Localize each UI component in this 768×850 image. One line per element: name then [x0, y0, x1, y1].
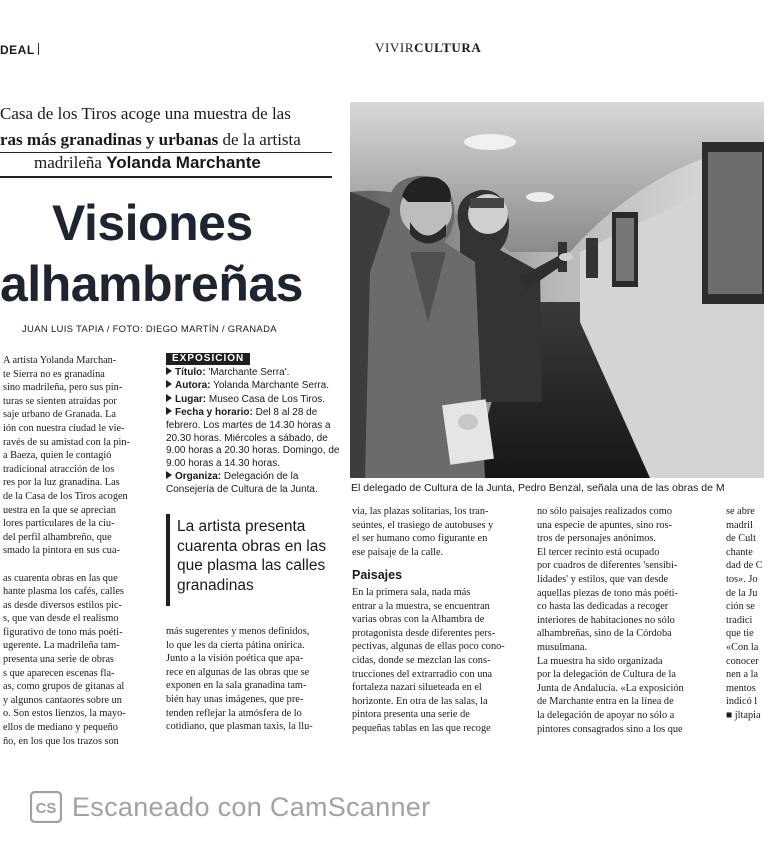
text-line: una especie de apuntes, sino ros-	[537, 519, 672, 531]
text-line: bién hay unas imágenes, que pre-	[166, 693, 304, 705]
text-line: por cuadros de diferentes 'sensibi-	[537, 560, 678, 572]
text-line: chante	[726, 546, 753, 558]
text-line: Junta de Andalucía. «La exposición	[537, 682, 684, 694]
text-line: el ser humano como figurante en	[352, 533, 488, 545]
text-line: fortaleza nazarí silueteada en el	[352, 682, 482, 694]
text-line: ravés de su amistad con la pin-	[3, 436, 130, 448]
pull-quote: La artista presenta cuarenta obras en las que plasma las calles granadinas	[177, 518, 327, 594]
info-key: Título:	[175, 366, 206, 378]
text-line: de la Ju	[726, 587, 758, 599]
text-line: aquellas piezas de tono más poéti-	[537, 587, 678, 599]
text-line: tros de personajes anónimos.	[537, 533, 656, 545]
text-line: pintores consagrados sino a los que	[537, 723, 683, 735]
triangle-bullet-icon	[166, 394, 172, 402]
text-line: via, las plazas solitarias, los tran-	[352, 506, 489, 517]
text-line: de la Casa de los Tiros acogen	[3, 490, 128, 502]
info-key: Fecha y horario:	[175, 407, 253, 419]
text-line: tradicional atracción de los	[3, 463, 115, 475]
text-line: conocer	[726, 655, 759, 667]
text-line: res por la luz granadina. Las	[3, 477, 120, 489]
text-line: interiores de habitaciones no sólo	[537, 614, 675, 626]
text-line: tos». Jo	[726, 573, 758, 585]
watermark-text: Escaneado con CamScanner	[72, 791, 431, 822]
info-row	[166, 407, 341, 470]
text-line: hante plasma los cafés, calles	[3, 586, 124, 598]
text-line: de Cult	[726, 533, 757, 545]
text-line: rece en algunas de las obras que se	[166, 666, 310, 678]
text-line: no sólo paisajes realizados como	[537, 506, 672, 517]
triangle-bullet-icon	[166, 367, 172, 375]
text-line: La muestra ha sido organizada	[537, 655, 663, 667]
text-line: te Sierra no es granadina	[3, 368, 105, 380]
text-line: Junto a la visión poética que apa-	[166, 653, 304, 665]
info-key: Autora:	[175, 380, 211, 392]
text-line: la delegación de apoyar no sólo a	[537, 709, 675, 721]
text-line: uestra en la que se aprecian	[3, 504, 116, 516]
info-row	[166, 471, 341, 496]
info-value: Museo Casa de Los Tiros.	[206, 393, 326, 405]
text-line: s, que van desde el realismo	[3, 613, 119, 625]
text-line: varias obras con la Alhambra de	[352, 614, 485, 626]
text-line: se abre	[726, 506, 755, 517]
text-line: trucciones del extrarradio con una	[352, 668, 493, 680]
text-line: ión con nuestra ciudad le vie-	[3, 422, 125, 434]
text-line: sino madrileña, pero sus pin-	[3, 382, 123, 394]
info-row	[166, 380, 341, 393]
text-line: o. Son estos lienzos, la mayo-	[3, 708, 126, 720]
text-line: co hasta las dedicadas a recoger	[537, 601, 669, 613]
article-column-3-bottom	[352, 586, 522, 736]
info-box-label: EXPOSICIÓN	[166, 353, 250, 365]
text-line: pintora presenta una serie de	[352, 709, 470, 721]
text-line: ■ jltapia	[726, 709, 761, 721]
text-line: s que aparecen escenas fla-	[3, 667, 115, 679]
info-row	[166, 394, 341, 407]
camscanner-watermark	[30, 787, 430, 827]
text-line: exponen en la sala granadina tam-	[166, 680, 307, 692]
text-line: as, como grupos de gitanas al	[3, 681, 125, 693]
section-label-left: DEAL	[0, 43, 39, 57]
subhead-paisajes: Paisajes	[352, 568, 403, 582]
article-column-3-top	[352, 505, 522, 559]
text-line: smado la pintora en sus cua-	[3, 545, 120, 557]
article-photo	[350, 102, 764, 478]
text-line: más sugerentes y menos definidos,	[166, 626, 310, 637]
text-line: presenta una serie de obras	[3, 654, 114, 666]
text-line: En la primera sala, nada más	[352, 587, 471, 598]
triangle-bullet-icon	[166, 407, 172, 415]
info-key: Organiza:	[175, 471, 222, 483]
text-line: a Baeza, quien le contagió	[3, 450, 112, 462]
text-line: protagonista desde diferentes pers-	[352, 627, 496, 639]
text-line: ellos de mediano y pequeño	[3, 722, 118, 734]
camscanner-logo-icon	[30, 791, 62, 823]
text-line: alhambreñas, sino de la Córdoba	[537, 628, 672, 640]
text-line: as cuarenta obras en las que	[3, 572, 118, 584]
info-value: Yolanda Marchante Serra.	[210, 380, 329, 392]
text-line: madril	[726, 519, 753, 531]
photo-caption: El delegado de Cultura de la Junta, Pedro Benzal, señala una de las obras de M	[351, 482, 725, 494]
article-column-5	[726, 505, 766, 723]
text-line: «Con la	[726, 641, 759, 653]
article-column-4	[537, 505, 707, 736]
text-line: que tie	[726, 628, 754, 640]
text-line: lidades' y estilos, que van desde	[537, 573, 669, 585]
headline-line-1: Visiones	[52, 195, 253, 251]
text-line: nen a la	[726, 669, 759, 681]
svg-text:CS: CS	[35, 800, 57, 817]
info-value: Del 8 al 28 de febrero. Los martes de 14.30 horas a 20.30 horas. Miércoles a sábado, de 9.00 horas a 20.30 horas. Domingo, de 9.00 horas a 14.30 horas.	[166, 407, 340, 469]
byline: JUAN LUIS TAPIA / FOTO: DIEGO MARTÍN / GRANADA	[22, 324, 277, 335]
section-label-center: VIVIRCULTURA	[375, 40, 482, 55]
headline-line-2: alhambreñas	[0, 256, 303, 312]
text-line: figurativo de tono más poéti-	[3, 626, 123, 638]
text-line: por la delegación de Cultura de la	[537, 669, 676, 681]
text-line: mentos	[726, 682, 756, 694]
text-line: lo que les da cierta pátina onírica.	[166, 639, 305, 651]
text-line: turas se sienten atraídas por	[3, 395, 117, 407]
text-line: de Marchante entra en la línea de	[537, 696, 674, 708]
text-line: as desde diversos estilos pic-	[3, 599, 122, 611]
article-column-1	[3, 354, 161, 748]
text-line: entrar a la muestra, se encuentran	[352, 600, 490, 612]
text-line: cotidiano, que plasman taxis, la llu-	[166, 721, 313, 733]
text-line: dad de C	[726, 560, 763, 572]
text-line: ese paisaje de la calle.	[352, 546, 444, 558]
text-line: indicó l	[726, 696, 758, 708]
text-line: ción se	[726, 601, 755, 613]
exposicion-info-box	[166, 353, 341, 497]
text-line: El tercer recinto está ocupado	[537, 546, 660, 558]
triangle-bullet-icon	[166, 380, 172, 388]
text-line: del perfil alhambreño, que	[3, 531, 112, 543]
info-value: 'Marchante Serra'.	[205, 366, 290, 378]
text-line: ño, en los que los trazos son	[3, 735, 119, 747]
deck-line-1: Casa de los Tiros acoge una muestra de las	[0, 104, 291, 123]
text-line: pequeñas tablas en las que recoge	[352, 722, 491, 734]
triangle-bullet-icon	[166, 471, 172, 479]
text-line	[3, 558, 161, 572]
info-value: Delegación de la Consejería de Cultura de la Junta.	[166, 471, 318, 495]
deck-line-3: madrileña Yolanda Marchante	[34, 153, 261, 172]
deck-rule-bottom	[0, 176, 332, 178]
text-line: pectivas, algunas de ellas poco cono-	[352, 641, 505, 653]
text-line: saje urbano de Granada. La	[3, 409, 116, 421]
text-line: horizonte. En otra de las salas, la	[352, 695, 488, 707]
deck-line-2: ras más granadinas y urbanas de la artista	[0, 130, 301, 149]
text-line: tenden reflejar la atmósfera de lo	[166, 707, 302, 719]
text-line: seúntes, el trasiego de autobuses y	[352, 519, 494, 531]
text-line: tradici	[726, 614, 753, 626]
info-row	[166, 367, 341, 380]
text-line: musulmana.	[537, 641, 588, 653]
text-line: cidas, donde se mezclan las cons-	[352, 654, 491, 666]
pull-quote-bar	[166, 514, 170, 606]
text-line: lores particulares de la ciu-	[3, 518, 115, 530]
article-column-2	[166, 625, 342, 734]
info-key: Lugar:	[175, 393, 207, 405]
text-line: ugerente. La madrileña tam-	[3, 640, 120, 652]
text-line: A artista Yolanda Marchan-	[3, 355, 117, 366]
text-line: y algunos cantaores sobre un	[3, 694, 122, 706]
